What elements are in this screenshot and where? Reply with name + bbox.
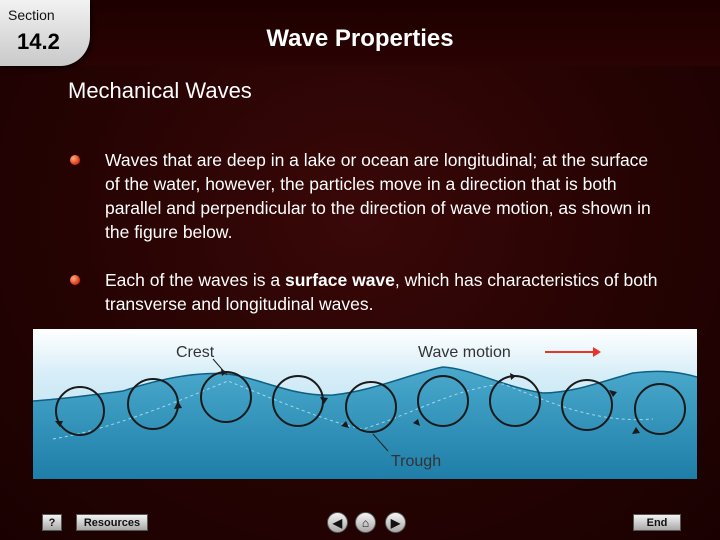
home-button[interactable] — [355, 512, 376, 533]
bullet-item — [70, 268, 660, 316]
bullet-text — [105, 268, 660, 316]
trough-label: Trough — [391, 453, 442, 470]
forward-button[interactable] — [385, 512, 406, 533]
crest-label: Crest — [176, 344, 215, 361]
home-icon: ⌂ — [361, 515, 370, 530]
help-button[interactable]: ? — [42, 514, 62, 531]
wave-motion-arrowhead — [593, 347, 601, 357]
section-label: Section — [8, 7, 55, 23]
wave-motion-label: Wave motion — [418, 344, 511, 361]
bullet-item — [70, 148, 660, 244]
bullet-text-part: Each of the waves is a — [105, 270, 285, 290]
back-arrow-icon: ◀ — [332, 515, 343, 530]
navigation-bar — [0, 506, 720, 540]
forward-arrow-icon: ▶ — [390, 515, 401, 530]
bullet-icon — [70, 155, 80, 165]
content-heading: Mechanical Waves — [68, 78, 252, 103]
surface-wave-figure — [33, 329, 697, 479]
bullet-icon — [70, 275, 80, 285]
bullet-text-part: , which has characteristics of both transverse and longitudinal waves. — [105, 270, 658, 314]
end-button[interactable]: End — [633, 514, 681, 531]
back-button[interactable] — [327, 512, 348, 533]
page-title: Wave Properties — [266, 25, 454, 52]
bullet-text: Waves that are deep in a lake or ocean are longitudinal; at the surface of the water, however, the particles move in a direction that is both parallel and perpendicular to the direction of wave motion, as shown in the figure below. — [105, 150, 651, 242]
key-term: surface wave — [284, 270, 395, 290]
section-number: 14.2 — [17, 29, 60, 54]
resources-button[interactable]: Resources — [76, 514, 148, 531]
